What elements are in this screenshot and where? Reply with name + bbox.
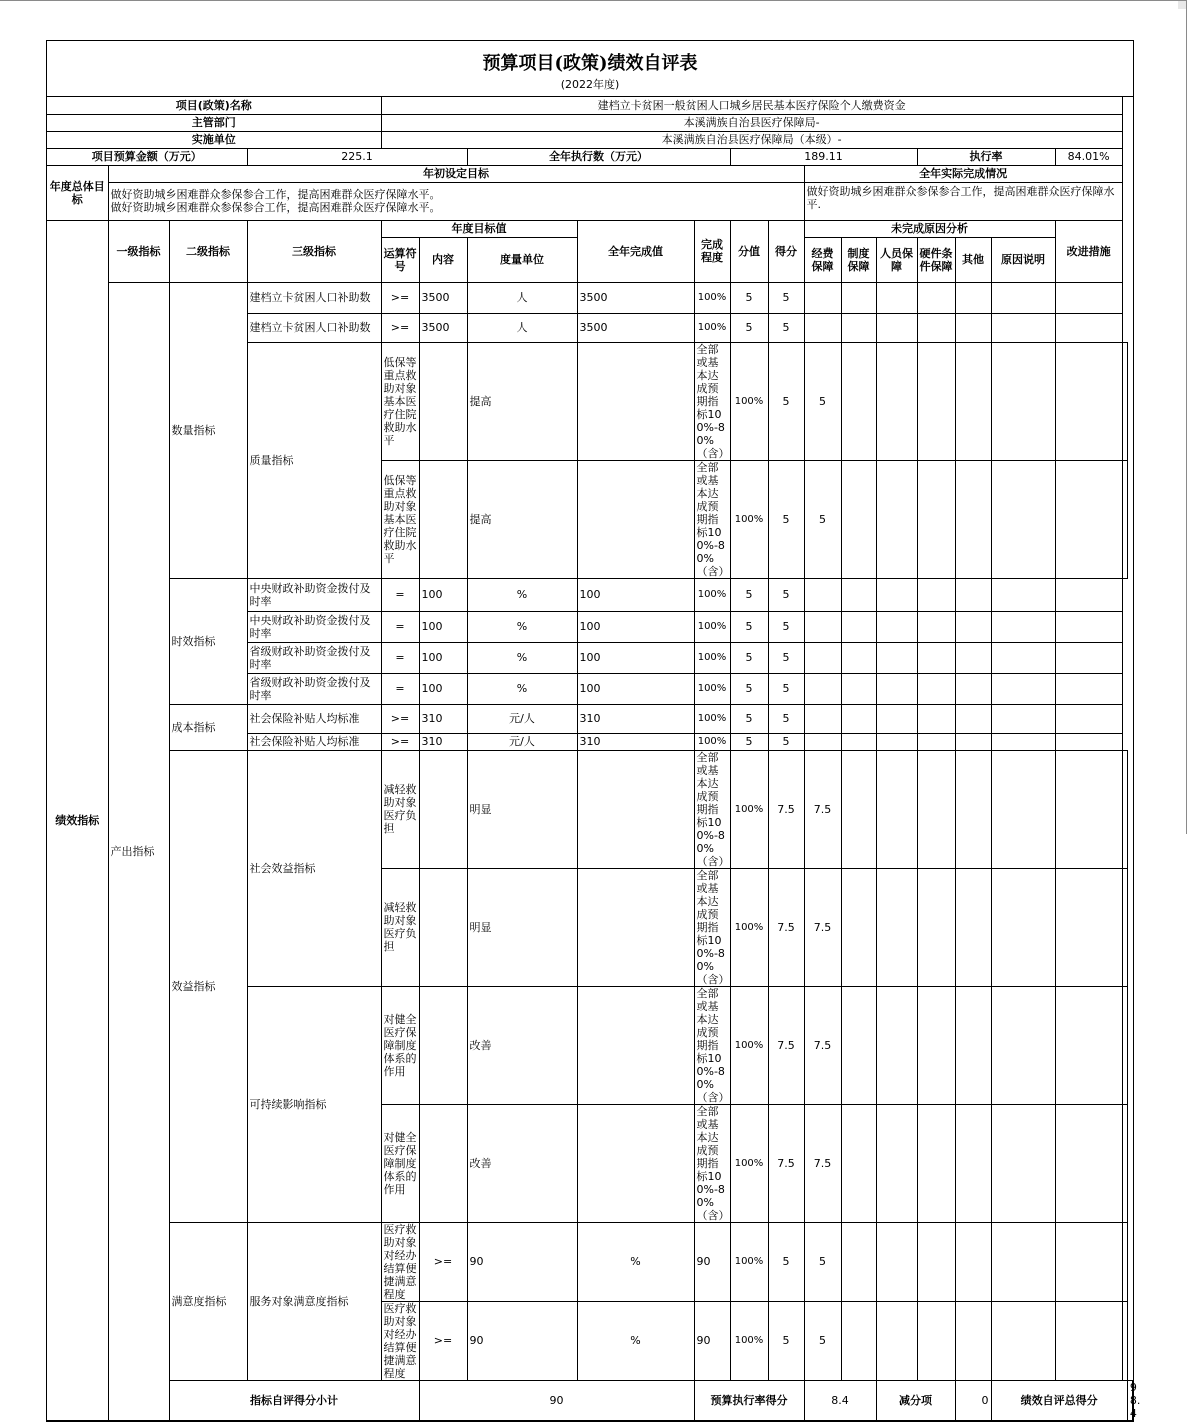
weight-cell: 5 [730, 642, 768, 673]
subgroup-quantity: 数量指标 [169, 282, 247, 578]
unit-cell: % [467, 673, 577, 704]
score-cell: 5 [768, 282, 804, 313]
score-header: 得分 [768, 220, 804, 282]
completion-cell: 全部或基本达成预期指标100%-80%（含） [694, 1104, 730, 1222]
weight-cell: 5 [730, 704, 768, 733]
weight-cell: 7.5 [768, 1104, 804, 1222]
content-cell: 明显 [467, 868, 577, 986]
actual-completion-header: 全年实际完成情况 [804, 165, 1122, 182]
weight-cell: 5 [768, 1222, 804, 1301]
completion-cell: 100 [577, 578, 694, 611]
evaluation-table [47, 97, 1141, 1421]
completion-cell: 3500 [577, 313, 694, 342]
completion-cell: 全部或基本达成预期指标100%-80%（含） [694, 750, 730, 868]
initial-goal-header: 年初设定目标 [108, 165, 804, 182]
subgroup-social: 社会效益指标 [247, 750, 381, 986]
unit-cell: % [467, 642, 577, 673]
score-cell: 5 [768, 673, 804, 704]
system-header: 制度保障 [841, 237, 876, 282]
indicator-name: 中央财政补助资金拨付及时率 [247, 578, 381, 611]
indicator-name: 对健全医疗保障制度体系的作用 [381, 986, 419, 1104]
goals-header-row [47, 165, 1133, 182]
score-cell: 5 [768, 733, 804, 750]
group-satisfaction: 满意度指标 [169, 1222, 247, 1380]
operator-cell: >= [381, 733, 419, 750]
content-cell: 100 [419, 673, 467, 704]
weight-cell: 5 [768, 1301, 804, 1380]
degree-cell: 100% [694, 313, 730, 342]
completion-cell: 全部或基本达成预期指标100%-80%（含） [694, 986, 730, 1104]
score-cell: 7.5 [804, 1104, 841, 1222]
indicator-header-row-1 [47, 220, 1133, 237]
reason-header: 原因说明 [991, 237, 1055, 282]
content-cell: 310 [419, 733, 467, 750]
score-cell: 5 [768, 578, 804, 611]
weight-header: 分值 [730, 220, 768, 282]
degree-cell: 100% [730, 986, 768, 1104]
page-subtitle: (2022年度) [560, 78, 620, 91]
budget-label: 项目预算金额（万元） [47, 148, 247, 165]
completion-cell: 全部或基本达成预期指标100%-80%（含） [694, 342, 730, 460]
rate-label: 执行率 [917, 148, 1055, 165]
info-row-project [47, 97, 1133, 114]
exec-label: 全年执行数（万元） [467, 148, 730, 165]
unit-cell: % [577, 1222, 694, 1301]
operator-cell: >= [381, 313, 419, 342]
weight-cell: 5 [730, 733, 768, 750]
content-cell: 明显 [467, 750, 577, 868]
score-cell: 5 [768, 704, 804, 733]
score-cell: 5 [804, 460, 841, 578]
unit-cell: 元/人 [467, 733, 577, 750]
weight-cell: 7.5 [768, 868, 804, 986]
subgroup-cost: 成本指标 [169, 704, 247, 750]
indicator-name: 对健全医疗保障制度体系的作用 [381, 1104, 419, 1222]
indicator-name: 低保等重点救助对象基本医疗住院救助水平 [381, 460, 419, 578]
operator-cell [419, 868, 467, 986]
indicator-name: 减轻救助对象医疗负担 [381, 868, 419, 986]
degree-cell: 100% [694, 282, 730, 313]
dept-value: 本溪满族自治县医疗保障局- [381, 114, 1122, 131]
operator-cell: = [381, 642, 419, 673]
unit-cell [577, 868, 694, 986]
score-cell: 7.5 [804, 868, 841, 986]
content-cell: 提高 [467, 342, 577, 460]
degree-cell: 100% [694, 642, 730, 673]
exec-value: 189.11 [730, 148, 917, 165]
score-cell: 5 [768, 642, 804, 673]
footer-row [47, 1380, 1133, 1420]
hardware-header: 硬件条件保障 [917, 237, 955, 282]
funding-header: 经费保障 [804, 237, 841, 282]
indicator-name: 省级财政补助资金拨付及时率 [247, 642, 381, 673]
score-cell: 5 [804, 1301, 841, 1380]
actual-completion-text: 做好资助城乡困难群众参保参合工作，提高困难群众医疗保障水平. [804, 182, 1122, 220]
degree-cell: 100% [730, 460, 768, 578]
degree-cell: 100% [694, 704, 730, 733]
unit-cell [577, 986, 694, 1104]
unit-value: 本溪满族自治县医疗保障局（本级）- [381, 131, 1122, 148]
initial-goal-line-1: 做好资助城乡困难群众参保参合工作，提高困难群众医疗保障水平。 [110, 188, 441, 201]
indicator-name: 医疗救助对象对经办结算便捷满意程度 [381, 1222, 419, 1301]
completion-cell: 310 [577, 733, 694, 750]
annual-target-header: 年度目标值 [381, 220, 577, 237]
level1-header: 一级指标 [108, 220, 169, 282]
operator-cell [419, 986, 467, 1104]
indicator-name: 建档立卡贫困人口补助数 [247, 282, 381, 313]
budget-score-label: 预算执行率得分 [694, 1380, 804, 1420]
table-row [47, 282, 1133, 313]
degree-cell: 100% [694, 733, 730, 750]
page-title: 预算项目(政策)绩效自评表 [482, 53, 698, 74]
degree-cell: 100% [694, 578, 730, 611]
subtotal-label: 指标自评得分小计 [169, 1380, 419, 1420]
unit-cell: 元/人 [467, 704, 577, 733]
dept-label: 主管部门 [47, 114, 381, 131]
weight-cell: 7.5 [768, 750, 804, 868]
subgroup-timeliness: 时效指标 [169, 578, 247, 704]
operator-cell [419, 342, 467, 460]
indicator-name: 低保等重点救助对象基本医疗住院救助水平 [381, 342, 419, 460]
operator-cell: >= [381, 704, 419, 733]
subtotal-value: 90 [419, 1380, 694, 1420]
weight-cell: 5 [730, 578, 768, 611]
info-row-unit [47, 131, 1133, 148]
title-block [47, 41, 1133, 97]
degree-header: 完成程度 [694, 220, 730, 282]
subgroup-sustain: 可持续影响指标 [247, 986, 381, 1222]
degree-cell: 100% [730, 1301, 768, 1380]
score-cell: 5 [804, 342, 841, 460]
weight-cell: 5 [730, 313, 768, 342]
unit-label: 实施单位 [47, 131, 381, 148]
group-benefit: 效益指标 [169, 750, 247, 1222]
score-cell: 7.5 [804, 750, 841, 868]
table-row [47, 750, 1133, 868]
weight-cell: 5 [730, 611, 768, 642]
window-top-edge [0, 0, 1187, 1]
content-cell: 100 [419, 611, 467, 642]
content-cell: 100 [419, 578, 467, 611]
degree-cell: 100% [730, 868, 768, 986]
weight-cell: 7.5 [768, 986, 804, 1104]
degree-cell: 100% [730, 342, 768, 460]
weight-cell: 5 [730, 673, 768, 704]
deduct-value: 0 [955, 1380, 991, 1420]
unit-cell: 人 [467, 282, 577, 313]
operator-cell: = [381, 578, 419, 611]
indicator-name: 建档立卡贫困人口补助数 [247, 313, 381, 342]
project-name-label: 项目(政策)名称 [47, 97, 381, 114]
indicator-name: 省级财政补助资金拨付及时率 [247, 673, 381, 704]
initial-goal-line-2: 做好资助城乡困难群众参保参合工作，提高困难群众医疗保障水平。 [110, 201, 441, 214]
level3-header: 三级指标 [247, 220, 381, 282]
content-cell: 提高 [467, 460, 577, 578]
unit-cell [577, 1104, 694, 1222]
unfinished-header: 未完成原因分析 [804, 220, 1055, 237]
info-row-budget [47, 148, 1133, 165]
staff-header: 人员保障 [876, 237, 917, 282]
table-row [47, 578, 1133, 611]
total-score-value: 98.4 [1127, 1380, 1132, 1420]
completion-cell: 全部或基本达成预期指标100%-80%（含） [694, 460, 730, 578]
operator-cell: = [381, 673, 419, 704]
indicator-name: 社会保险补贴人均标准 [247, 733, 381, 750]
operator-cell: >= [381, 282, 419, 313]
total-score-label: 绩效自评总得分 [991, 1380, 1127, 1420]
indicator-name: 减轻救助对象医疗负担 [381, 750, 419, 868]
initial-goal-text [108, 182, 804, 220]
degree-cell: 100% [694, 673, 730, 704]
content-cell: 3500 [419, 282, 467, 313]
completion-cell: 100 [577, 673, 694, 704]
level2-header: 二级指标 [169, 220, 247, 282]
other-header: 其他 [955, 237, 991, 282]
operator-cell: >= [419, 1301, 467, 1380]
subgroup-service: 服务对象满意度指标 [247, 1222, 381, 1380]
operator-header: 运算符号 [381, 237, 419, 282]
project-name: 建档立卡贫困一般贫困人口城乡居民基本医疗保险个人缴费资金 [381, 97, 1122, 114]
content-cell: 90 [467, 1222, 577, 1301]
degree-cell: 100% [730, 750, 768, 868]
content-cell: 3500 [419, 313, 467, 342]
unit-cell: % [467, 611, 577, 642]
content-cell: 改善 [467, 986, 577, 1104]
budget-value: 225.1 [247, 148, 467, 165]
table-row [47, 704, 1133, 733]
content-cell: 310 [419, 704, 467, 733]
goals-text-row [47, 182, 1133, 220]
rate-value: 84.01% [1055, 148, 1122, 165]
completion-cell: 310 [577, 704, 694, 733]
degree-cell: 100% [694, 611, 730, 642]
subgroup-quality: 质量指标 [247, 342, 381, 578]
annual-goal-label: 年度总体目标 [47, 165, 108, 220]
content-cell: 100 [419, 642, 467, 673]
completion-cell: 90 [694, 1222, 730, 1301]
info-row-dept [47, 114, 1133, 131]
evaluation-sheet [46, 40, 1141, 1422]
operator-cell [419, 750, 467, 868]
unit-cell [577, 750, 694, 868]
budget-score-value: 8.4 [804, 1380, 876, 1420]
degree-cell: 100% [730, 1104, 768, 1222]
operator-cell: >= [419, 1222, 467, 1301]
score-cell: 5 [768, 611, 804, 642]
operator-cell: = [381, 611, 419, 642]
improve-header: 改进措施 [1055, 220, 1122, 282]
content-cell: 改善 [467, 1104, 577, 1222]
completion-cell: 100 [577, 642, 694, 673]
indicator-name: 中央财政补助资金拨付及时率 [247, 611, 381, 642]
indicator-name: 社会保险补贴人均标准 [247, 704, 381, 733]
content-header: 内容 [419, 237, 467, 282]
score-cell: 7.5 [804, 986, 841, 1104]
group-output: 产出指标 [108, 282, 169, 1420]
unit-cell [577, 460, 694, 578]
deduct-label: 减分项 [876, 1380, 955, 1420]
weight-cell: 5 [730, 282, 768, 313]
perf-indicator-label: 绩效指标 [47, 220, 108, 1420]
window-corner [1178, 1, 1186, 9]
unit-cell: % [577, 1301, 694, 1380]
completion-cell: 全部或基本达成预期指标100%-80%（含） [694, 868, 730, 986]
weight-cell: 5 [768, 342, 804, 460]
unit-cell: % [467, 578, 577, 611]
unit-cell [577, 342, 694, 460]
completion-header: 全年完成值 [577, 220, 694, 282]
operator-cell [419, 460, 467, 578]
completion-cell: 100 [577, 611, 694, 642]
completion-cell: 90 [694, 1301, 730, 1380]
unit-header: 度量单位 [467, 237, 577, 282]
unit-cell: 人 [467, 313, 577, 342]
content-cell: 90 [467, 1301, 577, 1380]
indicator-name: 医疗救助对象对经办结算便捷满意程度 [381, 1301, 419, 1380]
completion-cell: 3500 [577, 282, 694, 313]
score-cell: 5 [768, 313, 804, 342]
weight-cell: 5 [768, 460, 804, 578]
score-cell: 5 [804, 1222, 841, 1301]
degree-cell: 100% [730, 1222, 768, 1301]
table-row [47, 1222, 1133, 1301]
operator-cell [419, 1104, 467, 1222]
